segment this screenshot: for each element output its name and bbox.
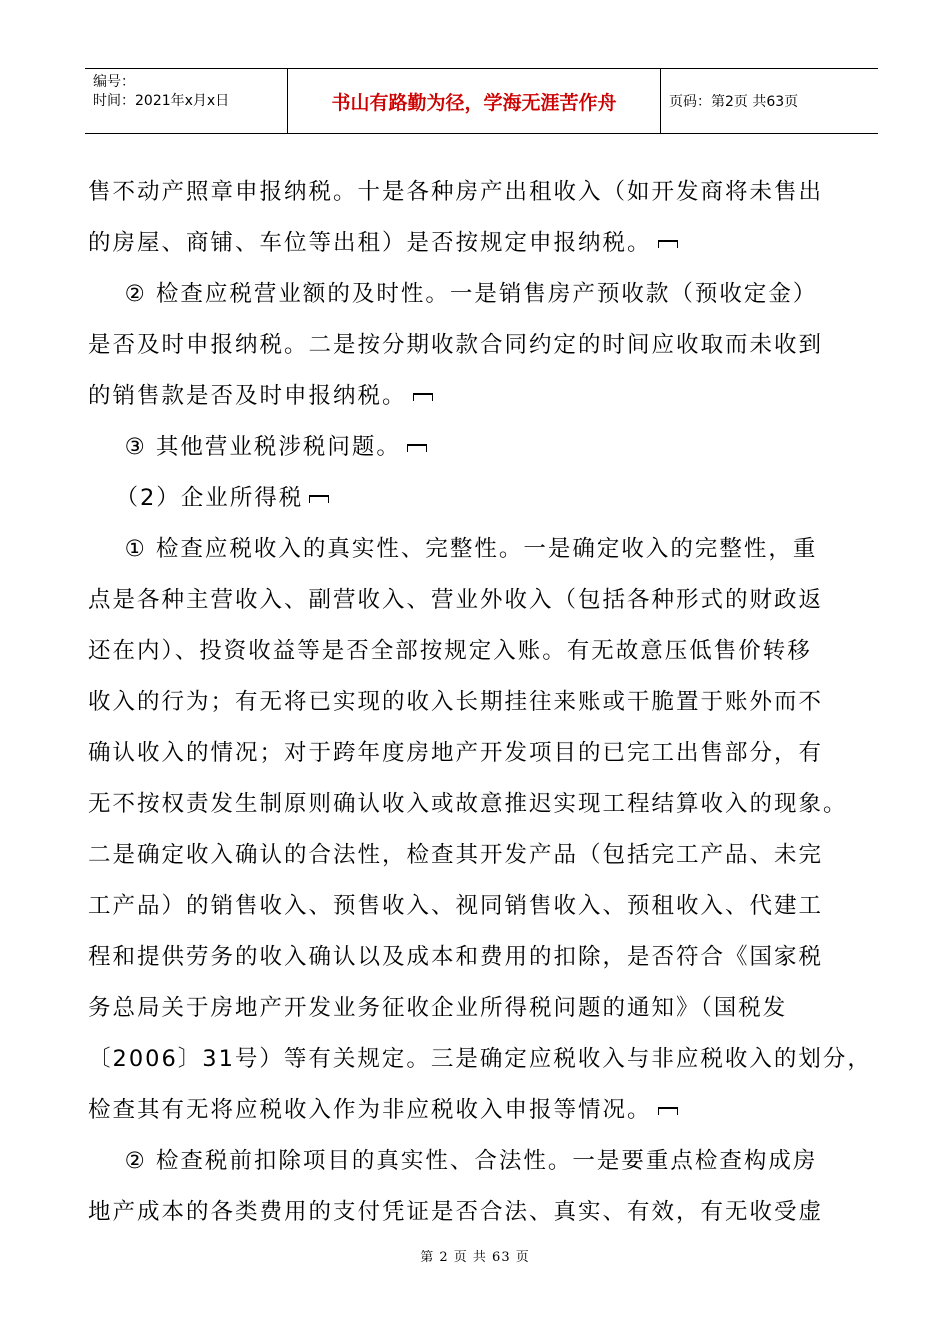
document-time-label: 时间：2021年x月x日 [93, 93, 230, 109]
document-number-label: 编号： [93, 74, 135, 90]
paragraph-line: 务总局关于房地产开发业务征收企业所得税问题的通知》（国税发 [88, 995, 788, 1021]
paragraph-line: 程和提供劳务的收入确认以及成本和费用的扣除，是否符合《国家税 [88, 944, 824, 970]
paragraph-line: 的销售款是否及时申报纳税。 [88, 371, 888, 422]
paragraph-line: 二是确定收入确认的合法性，检查其开发产品（包括完工产品、未完 [88, 842, 824, 868]
paragraph-line: 的房屋、商铺、车位等出租）是否按规定申报纳税。 [88, 218, 888, 269]
paragraph-line: ③ 其他营业税涉税问题。 [88, 422, 888, 473]
footer-page-number: 第 2 页 共 63 页 [420, 1250, 530, 1265]
paragraph-line: 工产品）的销售收入、预售收入、视同销售收入、预租收入、代建工 [88, 893, 824, 919]
paragraph-return-mark [658, 1107, 678, 1115]
paragraph-return-mark [658, 240, 678, 248]
paragraph-line: 是否及时申报纳税。二是按分期收款合同约定的时间应收取而未收到 [88, 332, 824, 358]
paragraph-line: 检查其有无将应税收入作为非应税收入申报等情况。 [88, 1085, 888, 1136]
paragraph-line: 〔2006〕31号）等有关规定。三是确定应税收入与非应税收入的划分， [88, 1046, 872, 1072]
page-header [85, 68, 878, 134]
header-motto-cell [288, 69, 661, 133]
paragraph-line: 售不动产照章申报纳税。十是各种房产出租收入（如开发商将未售出 [88, 179, 824, 205]
header-page-number: 页码：第2页 共63页 [669, 94, 799, 110]
paragraph-return-mark [309, 495, 329, 503]
header-meta-cell [85, 69, 288, 133]
paragraph-line: ② 检查应税营业额的及时性。一是销售房产预收款（预收定金） [88, 281, 818, 307]
paragraph-line: ① 检查应税收入的真实性、完整性。一是确定收入的完整性，重 [88, 536, 818, 562]
paragraph-line: 收入的行为；有无将已实现的收入长期挂往来账或干脆置于账外而不 [88, 689, 824, 715]
paragraph-line: 还在内）、投资收益等是否全部按规定入账。有无故意压低售价转移 [88, 638, 812, 664]
page-footer [0, 1246, 950, 1265]
section-heading: （2）企业所得税 [88, 473, 888, 524]
paragraph-line: 地产成本的各类费用的支付凭证是否合法、真实、有效，有无收受虚 [88, 1199, 824, 1225]
paragraph-return-mark [413, 393, 433, 401]
header-page-cell [661, 69, 878, 133]
header-motto: 书山有路勤为径，学海无涯苦作舟 [331, 92, 617, 114]
paragraph-return-mark [407, 444, 427, 452]
paragraph-line: ② 检查税前扣除项目的真实性、合法性。一是要重点检查构成房 [88, 1148, 818, 1174]
paragraph-line: 无不按权责发生制原则确认收入或故意推迟实现工程结算收入的现象。 [88, 791, 848, 817]
paragraph-line: 点是各种主营收入、副营收入、营业外收入（包括各种形式的财政返 [88, 587, 824, 613]
paragraph-line: 确认收入的情况；对于跨年度房地产开发项目的已完工出售部分，有 [88, 740, 824, 766]
